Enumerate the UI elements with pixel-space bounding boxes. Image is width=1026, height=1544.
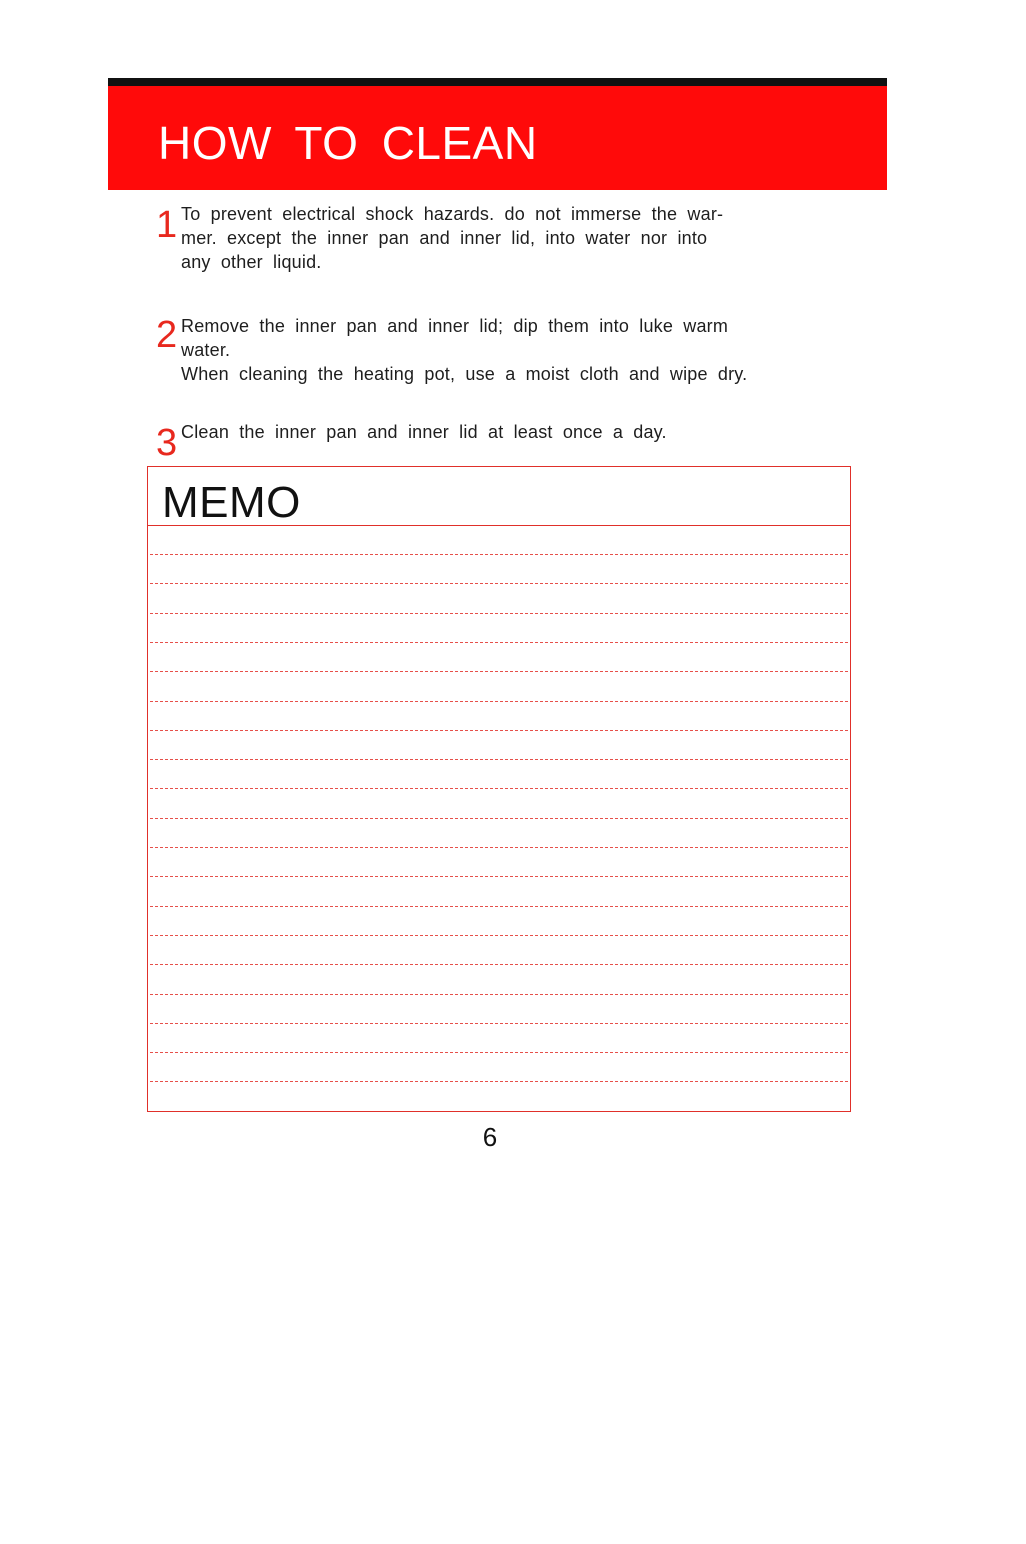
memo-line (150, 876, 848, 877)
header-band (108, 86, 887, 190)
memo-line (150, 1023, 848, 1024)
memo-line (150, 818, 848, 819)
step-3 (156, 420, 836, 464)
memo-line (150, 964, 848, 965)
memo-line (150, 759, 848, 760)
step-line: water. (181, 340, 231, 360)
memo-box (147, 466, 851, 1112)
memo-divider (148, 525, 850, 526)
step-1 (156, 202, 836, 274)
step-line: When cleaning the heating pot, use a moist cloth and wipe dry. (181, 364, 748, 384)
memo-line (150, 554, 848, 555)
memo-line (150, 935, 848, 936)
step-text (181, 314, 836, 386)
memo-line (150, 730, 848, 731)
step-number: 2 (156, 314, 178, 356)
step-line: Clean the inner pan and inner lid at least once a day. (181, 422, 667, 442)
step-number: 3 (156, 422, 178, 464)
top-rule (108, 78, 887, 86)
memo-line (150, 906, 848, 907)
memo-line (150, 701, 848, 702)
step-line: Remove the inner pan and inner lid; dip them into luke warm (181, 316, 729, 336)
step-line: To prevent electrical shock hazards. do not immerse the war- (181, 204, 724, 224)
memo-line (150, 994, 848, 995)
step-text (181, 202, 836, 274)
step-line: mer. except the inner pan and inner lid, into water nor into (181, 228, 708, 248)
memo-line (150, 847, 848, 848)
memo-line (150, 788, 848, 789)
memo-line (150, 1081, 848, 1082)
step-line: any other liquid. (181, 252, 322, 272)
page-title: HOW TO CLEAN (158, 117, 538, 169)
memo-line (150, 642, 848, 643)
memo-line (150, 671, 848, 672)
step-number: 1 (156, 204, 178, 246)
memo-title: MEMO (162, 478, 301, 527)
memo-line (150, 1052, 848, 1053)
page-number: 6 (482, 1122, 498, 1152)
step-text (181, 420, 836, 444)
step-2 (156, 314, 836, 386)
memo-line (150, 613, 848, 614)
memo-line (150, 583, 848, 584)
